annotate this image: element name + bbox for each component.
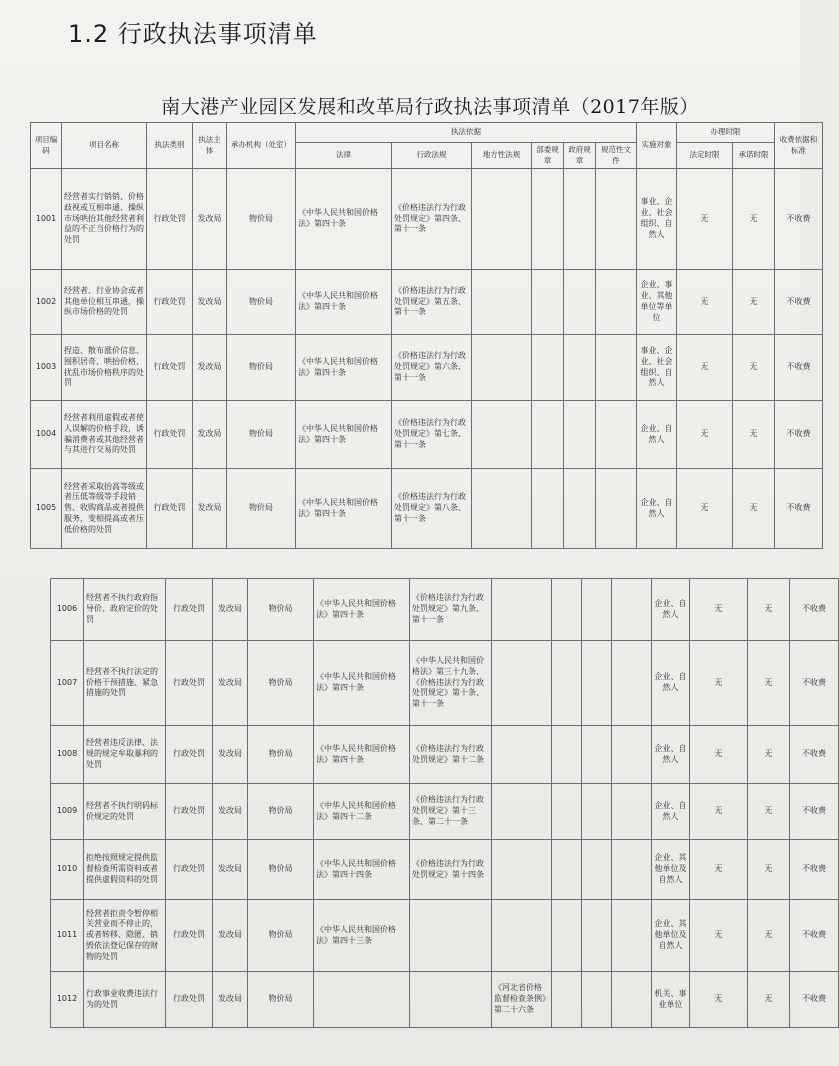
government-rule <box>582 900 612 972</box>
enforcement-table-part-1 <box>30 122 823 549</box>
promise-time-limit: 无 <box>733 401 775 469</box>
enforcement-table-part-2 <box>50 578 839 1028</box>
legal-time-limit: 无 <box>690 784 748 840</box>
enforcement-subject: 发改局 <box>193 270 227 335</box>
handling-dept: 物价局 <box>248 972 314 1028</box>
header-time: 办理时限 <box>677 123 775 143</box>
law-basis: 《中华人民共和国价格法》第四十条 <box>296 401 392 469</box>
legal-time-limit: 无 <box>677 169 733 270</box>
law-basis: 《中华人民共和国价格法》第四十条 <box>296 469 392 549</box>
government-rule <box>564 270 596 335</box>
table-row <box>51 784 839 840</box>
ministry-rule <box>532 270 564 335</box>
item-code: 1008 <box>51 726 84 784</box>
local-regulation <box>472 401 532 469</box>
item-code: 1009 <box>51 784 84 840</box>
government-rule <box>582 726 612 784</box>
legal-time-limit: 无 <box>690 972 748 1028</box>
government-rule <box>582 641 612 726</box>
admin-regulation: 《价格违法行为行政处罚规定》第四条、第十一条 <box>392 169 472 270</box>
fee-standard: 不收费 <box>790 840 839 900</box>
item-code: 1012 <box>51 972 84 1028</box>
admin-regulation: 《价格违法行为行政处罚规定》第七条、第十一条 <box>392 401 472 469</box>
promise-time-limit: 无 <box>748 972 790 1028</box>
enforcement-subject: 发改局 <box>213 579 248 641</box>
local-regulation <box>492 579 552 641</box>
ministry-rule <box>552 579 582 641</box>
legal-time-limit: 无 <box>677 469 733 549</box>
fee-standard: 不收费 <box>790 579 839 641</box>
enforcement-type: 行政处罚 <box>166 840 213 900</box>
handling-dept: 物价局 <box>248 784 314 840</box>
normative-document <box>612 840 652 900</box>
promise-time-limit: 无 <box>733 335 775 401</box>
promise-time-limit: 无 <box>733 169 775 270</box>
admin-regulation: 《价格违法行为行政处罚规定》第十四条 <box>410 840 492 900</box>
law-basis: 《中华人民共和国价格法》第四十条 <box>314 726 410 784</box>
enforcement-subject: 发改局 <box>193 335 227 401</box>
table-row <box>51 641 839 726</box>
item-code: 1002 <box>31 270 62 335</box>
legal-time-limit: 无 <box>677 270 733 335</box>
promise-time-limit: 无 <box>733 469 775 549</box>
enforcement-subject: 发改局 <box>213 784 248 840</box>
item-name: 经营者拒责令暂停相关营业而不停止的，或者转移、隐匿、销毁依法登记保存的财物的处罚 <box>84 900 166 972</box>
fee-standard: 不收费 <box>790 641 839 726</box>
promise-time-limit: 无 <box>748 784 790 840</box>
item-code: 1011 <box>51 900 84 972</box>
promise-time-limit: 无 <box>748 840 790 900</box>
enforcement-type: 行政处罚 <box>147 469 193 549</box>
fee-standard: 不收费 <box>790 784 839 840</box>
page-gap <box>0 515 800 577</box>
table-row <box>31 169 823 270</box>
law-basis: 《中华人民共和国价格法》第四十条 <box>314 641 410 726</box>
target-subject: 机关、事业单位 <box>652 972 690 1028</box>
legal-time-limit: 无 <box>690 900 748 972</box>
handling-dept: 物价局 <box>227 169 296 270</box>
table-row <box>51 900 839 972</box>
local-regulation <box>472 169 532 270</box>
item-name: 经营者、行业协会或者其他单位相互串通，操纵市场价格的处罚 <box>62 270 147 335</box>
ministry-rule <box>552 784 582 840</box>
local-regulation <box>492 840 552 900</box>
item-code: 1004 <box>31 401 62 469</box>
target-subject: 企业、自然人 <box>652 726 690 784</box>
promise-time-limit: 无 <box>748 726 790 784</box>
normative-document <box>596 401 637 469</box>
handling-dept: 物价局 <box>227 401 296 469</box>
fee-standard: 不收费 <box>790 972 839 1028</box>
ministry-rule <box>532 335 564 401</box>
item-code: 1005 <box>31 469 62 549</box>
enforcement-type: 行政处罚 <box>147 169 193 270</box>
government-rule <box>582 579 612 641</box>
government-rule <box>582 972 612 1028</box>
enforcement-subject: 发改局 <box>213 900 248 972</box>
fee-standard: 不收费 <box>775 270 823 335</box>
header-promise-time: 承诺时限 <box>733 143 775 169</box>
enforcement-type: 行政处罚 <box>166 641 213 726</box>
item-name: 拒绝按照规定提供监督检查所需资料或者提供虚假资料的处罚 <box>84 840 166 900</box>
enforcement-subject: 发改局 <box>213 726 248 784</box>
target-subject: 事业、企业、社会组织、自然人 <box>637 335 677 401</box>
promise-time-limit: 无 <box>748 641 790 726</box>
target-subject: 企业、其他单位及自然人 <box>652 840 690 900</box>
target-subject: 企业、自然人 <box>652 641 690 726</box>
table-row <box>31 335 823 401</box>
local-regulation <box>492 900 552 972</box>
header-law: 法律 <box>296 143 392 169</box>
law-basis: 《中华人民共和国价格法》第四十四条 <box>314 840 410 900</box>
normative-document <box>596 270 637 335</box>
target-subject: 事业、企业、社会组织、自然人 <box>637 169 677 270</box>
header-gov-rule: 政府规章 <box>564 143 596 169</box>
law-basis: 《中华人民共和国价格法》第四十条 <box>296 335 392 401</box>
government-rule <box>564 401 596 469</box>
header-subject: 执法主体 <box>193 123 227 169</box>
enforcement-subject: 发改局 <box>193 401 227 469</box>
fee-standard: 不收费 <box>775 401 823 469</box>
normative-document <box>612 579 652 641</box>
enforcement-type: 行政处罚 <box>166 784 213 840</box>
header-target: 实施对象 <box>637 123 677 169</box>
target-subject: 企业、自然人 <box>652 579 690 641</box>
handling-dept: 物价局 <box>248 840 314 900</box>
table-row <box>51 972 839 1028</box>
enforcement-subject: 发改局 <box>213 641 248 726</box>
document-title: 南大港产业园区发展和改革局行政执法事项清单（2017年版） <box>161 96 699 118</box>
handling-dept: 物价局 <box>227 469 296 549</box>
item-name: 捏造、散布涨价信息、囤积居奇、哄抬价格、扰乱市场价格秩序的处罚 <box>62 335 147 401</box>
admin-regulation: 《价格违法行为行政处罚规定》第九条、第十一条 <box>410 579 492 641</box>
law-basis: 《中华人民共和国价格法》第四十条 <box>296 270 392 335</box>
law-basis: 《中华人民共和国价格法》第四十二条 <box>314 784 410 840</box>
enforcement-type: 行政处罚 <box>166 972 213 1028</box>
header-legal-time: 法定时限 <box>677 143 733 169</box>
header-dept: 承办机构（处室） <box>227 123 296 169</box>
ministry-rule <box>532 401 564 469</box>
enforcement-type: 行政处罚 <box>147 335 193 401</box>
admin-regulation <box>410 900 492 972</box>
admin-regulation: 《价格违法行为行政处罚规定》第五条、第十一条 <box>392 270 472 335</box>
item-name: 经营者不执行政府指导价、政府定价的处罚 <box>84 579 166 641</box>
government-rule <box>582 784 612 840</box>
item-code: 1010 <box>51 840 84 900</box>
target-subject: 企业、其他单位及自然人 <box>652 900 690 972</box>
item-code: 1001 <box>31 169 62 270</box>
fee-standard: 不收费 <box>790 900 839 972</box>
enforcement-subject: 发改局 <box>193 169 227 270</box>
item-name: 经营者采取抬高等级或者压低等级等手段销售、收购商品或者提供服务，变相提高或者压低价格的处罚 <box>62 469 147 549</box>
handling-dept: 物价局 <box>227 335 296 401</box>
table-row <box>51 579 839 641</box>
local-regulation <box>492 641 552 726</box>
item-name: 经营者不执行法定的价格干预措施、紧急措施的处罚 <box>84 641 166 726</box>
item-code: 1003 <box>31 335 62 401</box>
table-row <box>51 840 839 900</box>
normative-document <box>612 784 652 840</box>
item-code: 1006 <box>51 579 84 641</box>
header-fee: 收费依据和标准 <box>775 123 823 169</box>
government-rule <box>582 840 612 900</box>
admin-regulation: 《价格违法行为行政处罚规定》第六条、第十一条 <box>392 335 472 401</box>
admin-regulation: 《价格违法行为行政处罚规定》第十二条 <box>410 726 492 784</box>
legal-time-limit: 无 <box>677 335 733 401</box>
law-basis: 《中华人民共和国价格法》第四十条 <box>296 169 392 270</box>
target-subject: 企业、自然人 <box>637 401 677 469</box>
promise-time-limit: 无 <box>748 579 790 641</box>
legal-time-limit: 无 <box>690 641 748 726</box>
local-regulation <box>472 335 532 401</box>
promise-time-limit: 无 <box>733 270 775 335</box>
fee-standard: 不收费 <box>775 335 823 401</box>
header-name: 项目名称 <box>62 123 147 169</box>
table-row <box>31 401 823 469</box>
enforcement-subject: 发改局 <box>213 972 248 1028</box>
item-name: 经营者违反法律、法规的规定牟取暴利的处罚 <box>84 726 166 784</box>
enforcement-subject: 发改局 <box>193 469 227 549</box>
admin-regulation: 《价格违法行为行政处罚规定》第八条、第十一条 <box>392 469 472 549</box>
header-type: 执法类别 <box>147 123 193 169</box>
local-regulation <box>472 270 532 335</box>
fee-standard: 不收费 <box>790 726 839 784</box>
normative-document <box>612 726 652 784</box>
item-name: 经营者不执行明码标价规定的处罚 <box>84 784 166 840</box>
normative-document <box>612 900 652 972</box>
table-row <box>31 270 823 335</box>
enforcement-type: 行政处罚 <box>166 579 213 641</box>
local-regulation <box>492 726 552 784</box>
ministry-rule <box>552 726 582 784</box>
enforcement-subject: 发改局 <box>213 840 248 900</box>
enforcement-type: 行政处罚 <box>166 726 213 784</box>
header-local-reg: 地方性法规 <box>472 143 532 169</box>
ministry-rule <box>552 972 582 1028</box>
legal-time-limit: 无 <box>690 726 748 784</box>
normative-document <box>596 169 637 270</box>
local-regulation: 《河北省价格监督检查条例》第二十六条 <box>492 972 552 1028</box>
local-regulation <box>492 784 552 840</box>
fee-standard: 不收费 <box>775 469 823 549</box>
fee-standard: 不收费 <box>775 169 823 270</box>
legal-time-limit: 无 <box>690 579 748 641</box>
table-row <box>51 726 839 784</box>
government-rule <box>564 335 596 401</box>
item-name: 行政事业收费违法行为的处罚 <box>84 972 166 1028</box>
admin-regulation <box>410 972 492 1028</box>
header-admin-reg: 行政法规 <box>392 143 472 169</box>
handling-dept: 物价局 <box>227 270 296 335</box>
header-ministry-rule: 部委规章 <box>532 143 564 169</box>
ministry-rule <box>552 641 582 726</box>
handling-dept: 物价局 <box>248 900 314 972</box>
law-basis: 《中华人民共和国价格法》第四十条 <box>314 579 410 641</box>
legal-time-limit: 无 <box>677 401 733 469</box>
enforcement-type: 行政处罚 <box>147 401 193 469</box>
ministry-rule <box>552 900 582 972</box>
handling-dept: 物价局 <box>248 641 314 726</box>
enforcement-type: 行政处罚 <box>147 270 193 335</box>
header-basis: 执法依据 <box>296 123 637 143</box>
target-subject: 企业、自然人 <box>652 784 690 840</box>
target-subject: 企业、事业、其他单位等单位 <box>637 270 677 335</box>
law-basis <box>314 972 410 1028</box>
admin-regulation: 《价格违法行为行政处罚规定》第十三条、第二十一条 <box>410 784 492 840</box>
normative-document <box>612 972 652 1028</box>
target-subject: 企业、自然人 <box>637 469 677 549</box>
promise-time-limit: 无 <box>748 900 790 972</box>
item-name: 经营者实行销销、价格歧视或互相串通、操纵市场哄抬其他经营者利益的不正当价格行为的处罚 <box>62 169 147 270</box>
section-title: 1.2 行政执法事项清单 <box>68 20 318 48</box>
legal-time-limit: 无 <box>690 840 748 900</box>
enforcement-type: 行政处罚 <box>166 900 213 972</box>
normative-document <box>612 641 652 726</box>
item-code: 1007 <box>51 641 84 726</box>
normative-document <box>596 335 637 401</box>
law-basis: 《中华人民共和国价格法》第四十三条 <box>314 900 410 972</box>
ministry-rule <box>552 840 582 900</box>
handling-dept: 物价局 <box>248 579 314 641</box>
handling-dept: 物价局 <box>248 726 314 784</box>
ministry-rule <box>532 169 564 270</box>
admin-regulation: 《中华人民共和国价格法》第三十九条、《价格违法行为行政处罚规定》第十条、第十一条 <box>410 641 492 726</box>
item-name: 经营者利用虚假或者使人误解的价格手段，诱骗消费者或其他经营者与其进行交易的处罚 <box>62 401 147 469</box>
header-normative: 规范性文件 <box>596 143 637 169</box>
header-code: 项目编码 <box>31 123 62 169</box>
government-rule <box>564 169 596 270</box>
